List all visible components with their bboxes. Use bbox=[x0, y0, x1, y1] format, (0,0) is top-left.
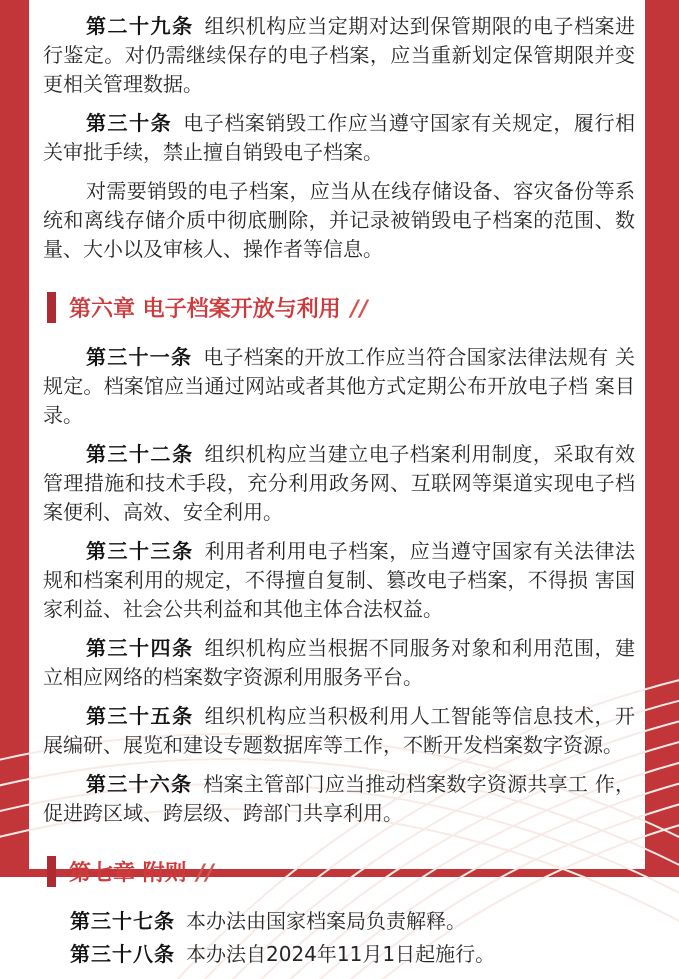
chapter-heading-7 bbox=[47, 856, 635, 891]
chapter-heading-bar bbox=[47, 856, 56, 887]
article-32-number: 第三十二条 bbox=[86, 442, 194, 466]
article-38-text: 本办法自2024年11月1日起施行。 bbox=[186, 942, 496, 966]
article-30-paragraph-2 bbox=[43, 177, 635, 264]
article-33-number: 第三十三条 bbox=[86, 539, 194, 563]
article-29 bbox=[43, 12, 635, 99]
article-30 bbox=[43, 109, 635, 167]
chapter-heading-6-slashes: // bbox=[350, 297, 369, 322]
article-37 bbox=[43, 907, 635, 936]
chapter-heading-7-slashes: // bbox=[196, 861, 215, 886]
article-31-number: 第三十一条 bbox=[86, 345, 193, 369]
article-32-text: 组织机构应当建立电子档案利用制度，采取有效管理措施和技术手段，充分利用政务网、互联网等渠道实现电子档案便利、高效、安全利用。 bbox=[43, 442, 636, 524]
chapter-heading-6-text: 第六章 电子档案开放与利用 bbox=[69, 297, 341, 322]
chapter-heading-7-text: 第七章 附则 bbox=[69, 861, 187, 886]
article-31 bbox=[43, 343, 635, 430]
article-37-number: 第三十七条 bbox=[70, 909, 175, 933]
chapter-heading-6 bbox=[47, 292, 635, 327]
article-36-number: 第三十六条 bbox=[86, 772, 193, 796]
article-30-text: 电子档案销毁工作应当遵守国家有关规定，履行相关审批手续，禁止擅自销毁电子档案。 bbox=[43, 111, 636, 164]
article-36 bbox=[43, 770, 635, 828]
article-34-number: 第三十四条 bbox=[86, 636, 194, 660]
article-29-number: 第二十九条 bbox=[86, 14, 194, 38]
article-35 bbox=[43, 702, 635, 760]
article-34 bbox=[43, 634, 635, 692]
article-29-text: 组织机构应当定期对达到保管期限的电子档案进行鉴定。对仍需继续保存的电子档案，应当重新划定保管期限并变更相关管理数据。 bbox=[43, 14, 636, 96]
article-35-text: 组织机构应当积极利用人工智能等信息技术，开展编研、展览和建设专题数据库等工作，不断开发档案数字资源。 bbox=[43, 704, 636, 757]
article-34-text: 组织机构应当根据不同服务对象和利用范围，建立相应网络的档案数字资源利用服务平台。 bbox=[43, 636, 636, 689]
article-38 bbox=[43, 940, 635, 969]
article-35-number: 第三十五条 bbox=[86, 704, 194, 728]
chapter-heading-bar bbox=[47, 292, 56, 323]
article-30-paragraph-2-text: 对需要销毁的电子档案，应当从在线存储设备、容灾备份等系统和离线存储介质中彻底删除，并记录被销毁电子档案的范围、数量、大小以及审核人、操作者等信息。 bbox=[43, 179, 635, 261]
article-36-text: 档案主管部门应当推动档案数字资源共享工 作，促进跨区域、跨层级、跨部门共享利用。 bbox=[43, 772, 636, 825]
article-37-text: 本办法由国家档案局负责解释。 bbox=[186, 909, 466, 933]
article-32 bbox=[43, 440, 635, 527]
article-31-text: 电子档案的开放工作应当符合国家法律法规有 关规定。档案馆应当通过网站或者其他方式定期公布开放电子档 案目录。 bbox=[43, 345, 636, 427]
article-30-number: 第三十条 bbox=[86, 111, 173, 135]
article-33 bbox=[43, 537, 635, 624]
document-content bbox=[29, 0, 645, 979]
document-page bbox=[29, 0, 645, 966]
article-38-number: 第三十八条 bbox=[70, 942, 175, 966]
article-33-text: 利用者利用电子档案，应当遵守国家有关法律法规和档案利用的规定，不得擅自复制、篡改电子档案，不得损 害国家利益、社会公共利益和其他主体合法权益。 bbox=[43, 539, 636, 621]
